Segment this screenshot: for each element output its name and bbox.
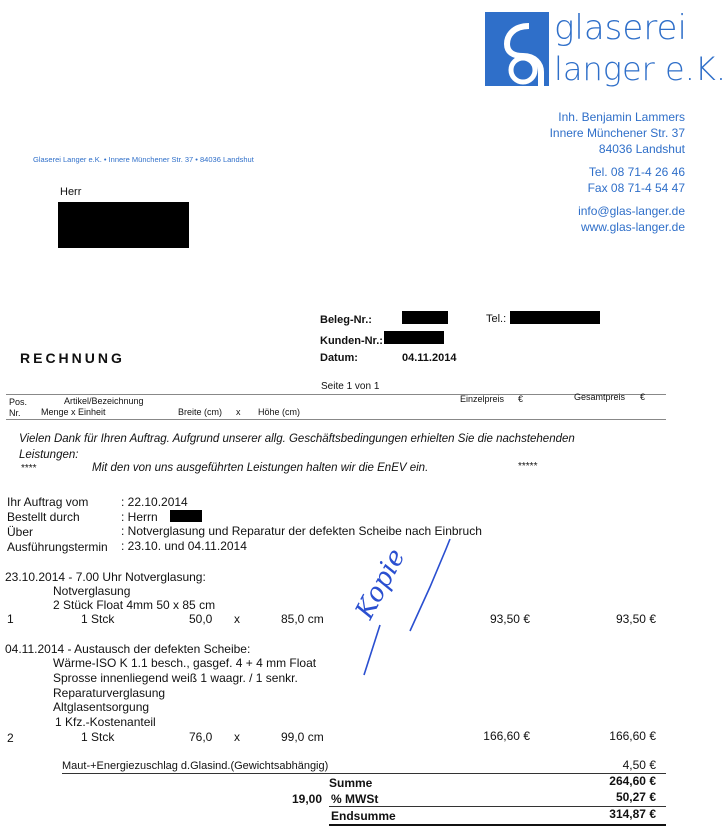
pos2-desc4: Altglasentsorgung [53,700,150,714]
intro-stars-right: ***** [518,461,538,472]
ueber-label: Über [7,525,34,539]
endsumme-rule [329,824,666,826]
kopie-text: Kopie [350,544,412,625]
page-indicator: Seite 1 von 1 [321,381,380,392]
pos2-desc3: Reparaturverglasung [53,686,166,700]
pos2-menge: 1 Stck [81,730,115,744]
endsumme-value: 314,87 € [609,807,656,821]
sender-line: Glaserei Langer e.K. • Innere Münchener Str. 37 • 84036 Landshut [33,155,254,164]
ausf-label: Ausführungstermin [7,540,108,554]
col-nr: Nr. [9,408,21,418]
datum-value: 04.11.2014 [402,352,457,364]
col-artikel: Artikel/Bezeichnung [64,396,144,406]
tel-label: Tel.: [486,313,507,325]
pos2-desc1: Wärme-ISO K 1.1 besch., gasgef. 4 + 4 mm Float [53,656,317,670]
pos2-einzel: 166,60 € [483,729,530,743]
logo-text-line2: langer e.K. [554,50,726,88]
recipient-redaction [58,202,189,248]
col-menge: Menge x Einheit [41,407,106,417]
intro-line1: Vielen Dank für Ihren Auftrag. Aufgrund unserer allg. Geschäftsbedingungen erhielten Sie die nachstehenden [19,433,575,445]
company-web: www.glas-langer.de [580,220,685,234]
intro-stars-left: **** [21,463,37,474]
document-title: RECHNUNG [20,350,125,366]
recipient-salutation: Herr [60,186,82,198]
datum-label: Datum: [320,352,358,364]
pos1-gesamt: 93,50 € [615,612,656,626]
auftrag-value: : 22.10.2014 [121,495,188,509]
col-einzelpreis: Einzelpreis [460,394,505,404]
logo-glyph-icon [485,12,549,86]
pos1-heading: 23.10.2014 - 7.00 Uhr Notverglasung: [5,570,206,584]
tel-redaction [510,311,600,324]
summe-label: Summe [329,776,373,790]
company-email: info@glas-langer.de [578,204,685,218]
header-top-rule [6,394,666,395]
col-euro1: € [518,394,524,404]
auftrag-label: Ihr Auftrag vom [7,495,89,509]
pos2-breite: 76,0 [189,730,213,744]
maut-rule [62,773,666,774]
logo-text-line1: glaserei [554,8,687,48]
header-bottom-rule [6,419,666,420]
company-street: Innere Münchener Str. 37 [549,126,685,140]
beleg-label: Beleg-Nr.: [320,314,372,326]
pos2-desc2: Sprosse innenliegend weiß 1 waagr. / 1 senkr. [53,671,298,685]
col-euro2: € [640,392,646,402]
pos1-x: x [234,612,240,626]
company-tel: Tel. 08 71-4 26 46 [588,165,685,179]
pos2-heading: 04.11.2014 - Austausch der defekten Scheibe: [5,642,251,656]
pos1-einzel: 93,50 € [489,612,530,626]
col-hoehe: Höhe (cm) [258,407,301,417]
beleg-redaction [402,311,448,324]
kunden-redaction [384,331,444,344]
pos1-desc2: 2 Stück Float 4mm 50 x 85 cm [53,598,216,612]
col-breite: Breite (cm) [178,407,223,417]
pos1-breite: 50,0 [189,612,213,626]
mwst-label: % MWSt [331,792,379,806]
col-x: x [236,407,241,417]
col-pos: Pos. [9,397,28,407]
bestellt-value: : Herrn [121,510,158,524]
maut-label: Maut-+Energiezuschlag d.Glasind.(Gewichtsabhängig) [62,760,329,772]
pos1-desc1: Notverglasung [53,584,131,598]
maut-value: 4,50 € [622,758,656,772]
intro-line2: Leistungen: [19,449,79,461]
pos2-nr: 2 [7,731,14,745]
pos2-x: x [234,730,240,744]
ueber-value: : Notverglasung und Reparatur der defekten Scheibe nach Einbruch [121,524,482,538]
summe-value: 264,60 € [609,774,656,788]
endsumme-label: Endsumme [331,809,396,823]
bestellt-redaction [170,510,202,522]
pos1-hoehe: 85,0 cm [281,612,324,626]
pos2-gesamt: 166,60 € [609,729,656,743]
pos1-menge: 1 Stck [81,612,115,626]
intro-enev: Mit den von uns ausgeführten Leistungen halten wir die EnEV ein. [92,462,429,474]
pos2-hoehe: 99,0 cm [281,730,324,744]
company-fax: Fax 08 71-4 54 47 [587,181,685,195]
mwst-value: 50,27 € [615,790,656,804]
kunden-label: Kunden-Nr.: [320,335,383,347]
col-gesamtpreis: Gesamtpreis [574,392,626,402]
pos2-desc5: 1 Kfz.-Kostenanteil [55,715,156,729]
company-city: 84036 Landshut [598,142,685,156]
ausf-value: : 23.10. und 04.11.2014 [121,539,247,553]
pos1-nr: 1 [7,612,14,626]
company-owner: Inh. Benjamin Lammers [558,110,685,124]
bestellt-label: Bestellt durch [7,510,80,524]
logo-mark [485,12,549,86]
mwst-rate: 19,00 [292,792,323,806]
